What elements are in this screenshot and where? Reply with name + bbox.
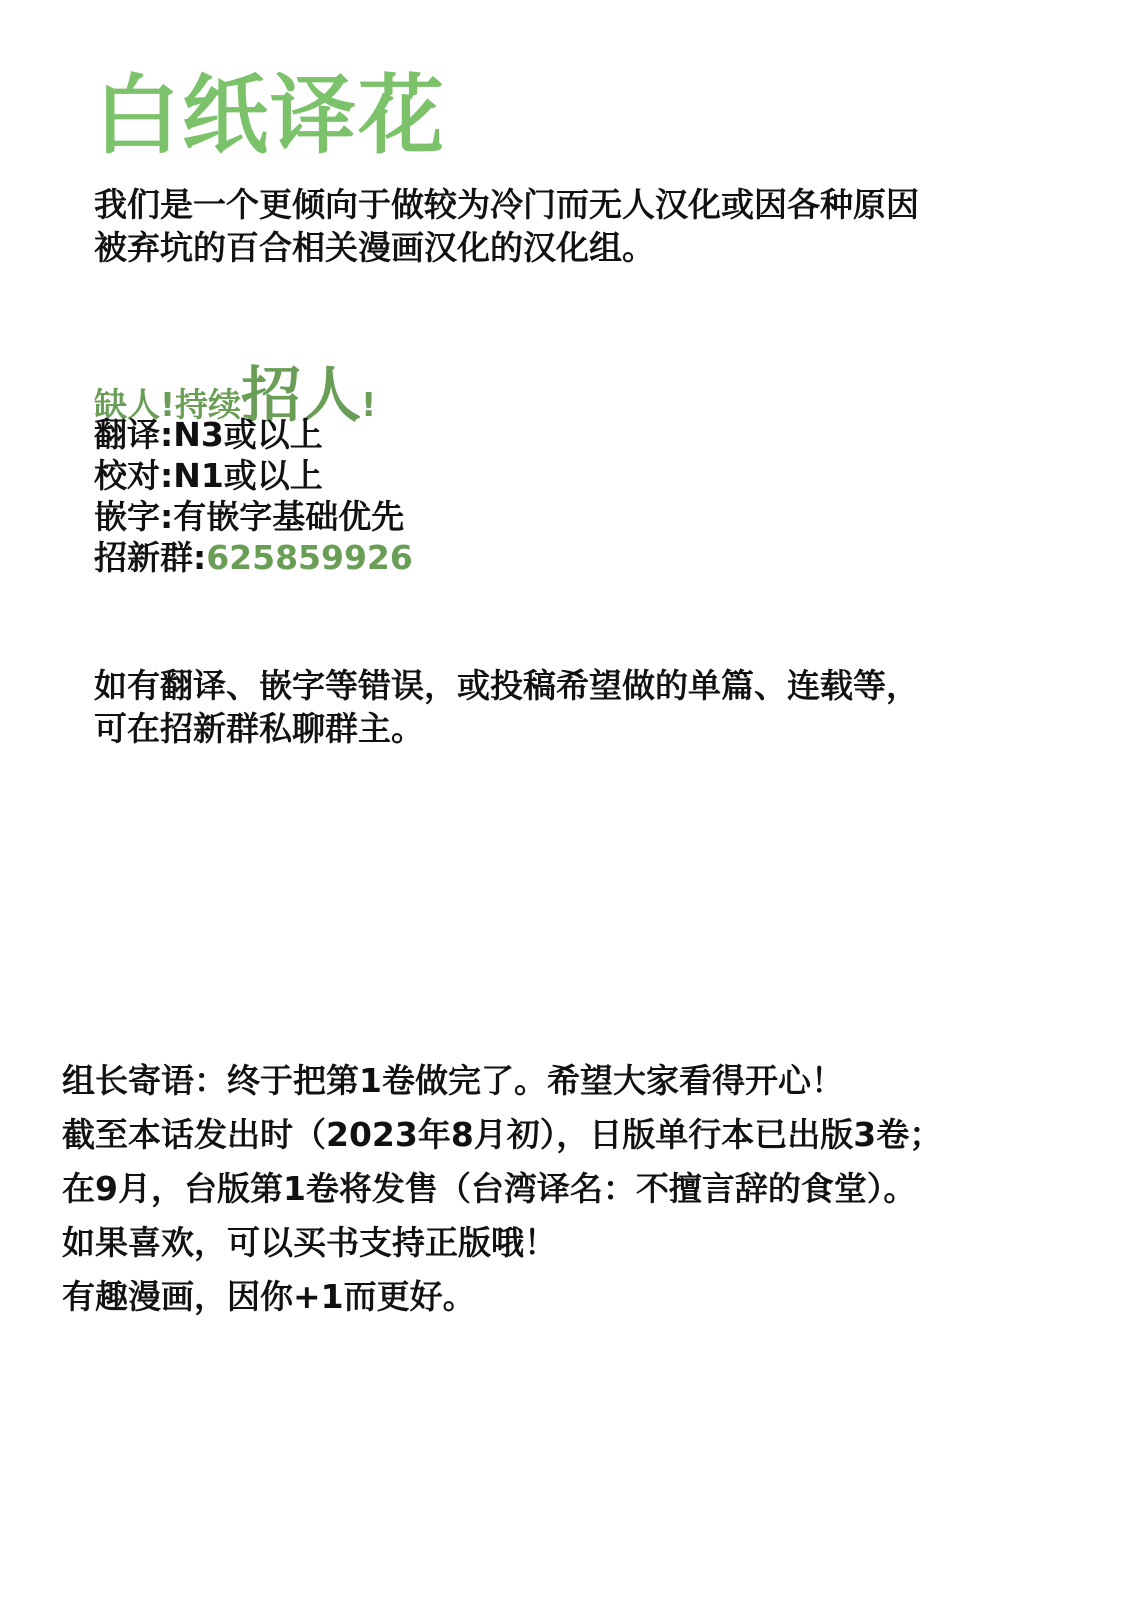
intro-line-2: 被弃坑的百合相关漫画汉化的汉化组。 <box>94 228 655 267</box>
recruitment-group <box>94 537 413 578</box>
intro-line-1: 我们是一个更倾向于做较为冷门而无人汉化或因各种原因 <box>94 185 919 224</box>
contact-line-1: 如有翻译、嵌字等错误，或投稿希望做的单篇、连载等， <box>94 666 919 705</box>
recruitment-requirements <box>94 414 413 578</box>
message-line-3: 在9月，台版第1卷将发售（台湾译名：不擅言辞的食堂）。 <box>62 1169 917 1208</box>
contact-line-2: 可在招新群私聊群主。 <box>94 709 424 748</box>
intro-paragraph <box>94 183 919 269</box>
message-line-4: 如果喜欢，可以买书支持正版哦！ <box>62 1223 557 1262</box>
requirement-proofreading: 校对:N1或以上 <box>94 456 323 495</box>
leader-message <box>62 1054 942 1324</box>
requirement-translation: 翻译:N3或以上 <box>94 415 323 454</box>
recruitment-group-number: 625859926 <box>206 538 413 577</box>
recruitment-prefix: 缺人!持续 <box>94 385 242 424</box>
message-line-1: 组长寄语：终于把第1卷做完了。希望大家看得开心！ <box>62 1061 844 1100</box>
contact-paragraph <box>94 664 919 750</box>
message-line-2: 截至本话发出时（2023年8月初），日版单行本已出版3卷； <box>62 1115 943 1154</box>
recruitment-highlight: 招人 <box>241 361 362 431</box>
requirement-typesetting: 嵌字:有嵌字基础优先 <box>94 497 405 536</box>
recruitment-suffix: ! <box>361 385 377 424</box>
message-line-5: 有趣漫画，因你+1而更好。 <box>62 1277 476 1316</box>
group-logo-title: 白纸译花 <box>94 66 446 166</box>
recruitment-group-label: 招新群: <box>94 538 207 577</box>
